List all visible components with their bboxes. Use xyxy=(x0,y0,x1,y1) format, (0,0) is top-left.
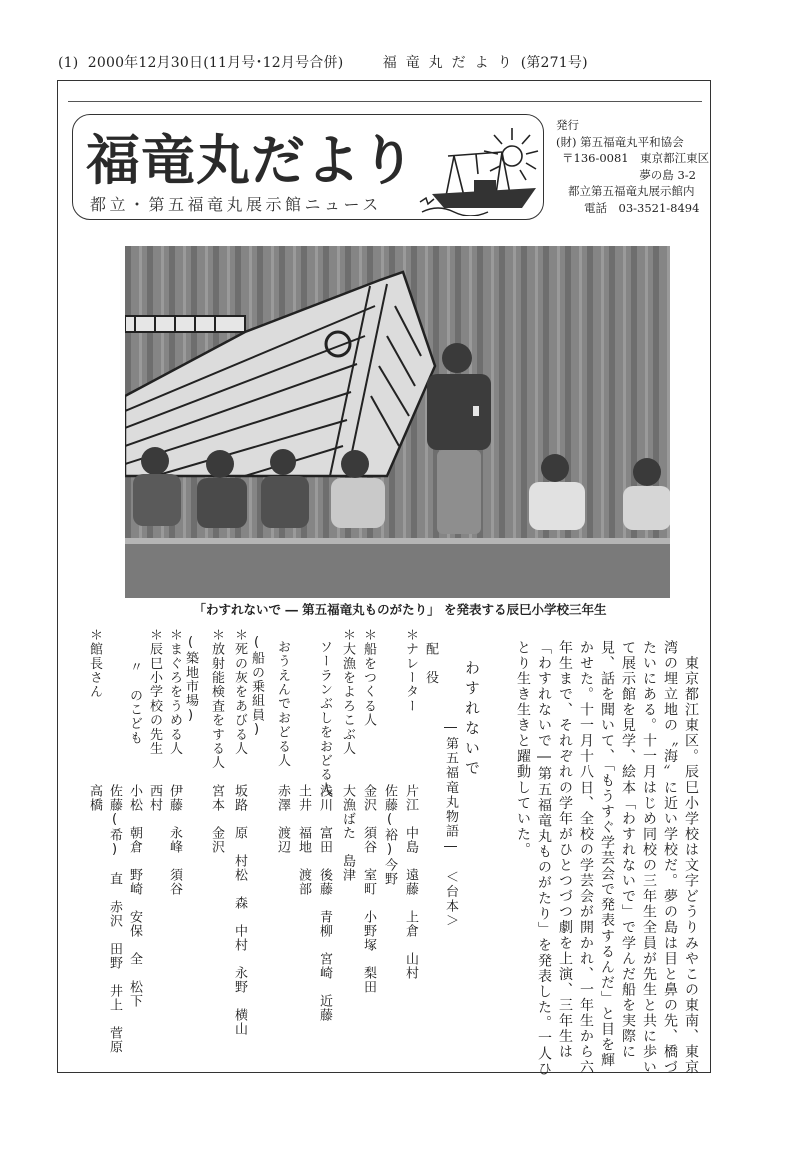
article-line: 「わすれないで―第五福竜丸ものがたり」を発表した。一人ひ xyxy=(536,640,552,1078)
cast-heading: 配 役 xyxy=(423,642,438,685)
cast-names: 西村 xyxy=(147,784,162,812)
issue-date: 2000年12月30日(11月号･12月号合併) xyxy=(87,55,344,71)
role-label: ＊辰巳小学校の先生 xyxy=(147,628,162,756)
article-line: かせた。十一月十八日、全校の学芸会が開かれ、一年生から六 xyxy=(578,640,594,1076)
role-label: ソーランぶしをおどる人 xyxy=(317,640,332,797)
role-label: ＊ナレーター xyxy=(403,628,418,714)
article-line: たいにある。十一月はじめ同校の三年生全員が先生と共に歩い xyxy=(641,640,657,1076)
cast-names: 伊藤 永峰 須谷 xyxy=(167,784,182,896)
cast-names: 宮本 金沢 xyxy=(209,784,224,854)
masthead-subtitle: 都立・第五福竜丸展示館ニュース xyxy=(90,195,382,214)
role-label: おうえんでおどる人 xyxy=(275,640,290,768)
article-line: 年生まで、それぞれの学年がひとつづつ劇を上演、三年生は xyxy=(557,640,573,1060)
stage-photo-image xyxy=(125,246,670,598)
role-label: ＊大漁をよろこぶ人 xyxy=(340,628,355,756)
folio-line xyxy=(58,52,588,72)
publisher-address: 〒136-0081 東京都江東区 xyxy=(562,151,710,165)
cast-names: 坂路 原 村松 森 中村 永野 横山 xyxy=(232,784,247,1036)
article-line: 見、話を聞いて、「もうすぐ学芸会で発表するんだ」と目を輝 xyxy=(599,640,615,1069)
role-label: (船の乗組員) xyxy=(249,635,264,739)
photo-caption: 「わすれないで ― 第五福竜丸ものがたり」 を発表する辰巳小学校三年生 xyxy=(193,602,607,617)
publisher-address-2: 夢の島 3-2 xyxy=(639,167,696,182)
role-label: ＊放射能検査をする人 xyxy=(209,628,224,770)
publisher-info xyxy=(556,117,710,216)
publisher-label: 発行 xyxy=(556,118,579,132)
role-label: 〃 のこども xyxy=(127,660,142,746)
cast-names: 高橋 xyxy=(87,784,102,812)
cast-names: 片江 中島 遠藤 上倉 山村 xyxy=(403,784,418,980)
boat-and-sun-icon xyxy=(418,116,548,216)
masthead-title: 福竜丸だより xyxy=(86,128,416,192)
role-label: ＊船をつくる人 xyxy=(361,628,376,728)
cast-names: 小松 朝倉 野崎 安保 全 松下 xyxy=(127,784,142,1008)
article-line: 東京都江東区。辰巳小学校は文字どうりみやこの東南、東京 xyxy=(683,640,699,1076)
publisher-phone: 電話 03-3521-8494 xyxy=(584,200,700,215)
cast-names: 佐藤(裕)今野 xyxy=(382,784,397,886)
stage-photo xyxy=(125,246,670,598)
role-label: ＊死の灰をあびる人 xyxy=(232,628,247,756)
publisher-address-3: 都立第五福竜丸展示館内 xyxy=(568,184,695,198)
article-line: とり生き生きと躍動していた。 xyxy=(515,640,531,858)
role-label: (築地市場) xyxy=(183,635,198,725)
article-line: 湾の埋立地の〝海〟に近い学校だ。夢の島は目と鼻の先、橋づ xyxy=(662,640,678,1076)
top-rule xyxy=(68,101,702,102)
cast-names: 佐藤(希) 直 赤沢 田野 井上 菅原 xyxy=(107,784,122,1054)
cast-names: 大漁ばた 島津 xyxy=(340,784,355,882)
role-label: ＊まぐろをうめる人 xyxy=(167,628,182,756)
cast-names: 金沢 須谷 室町 小野塚 梨田 xyxy=(361,784,376,994)
page-number: (1) xyxy=(58,55,79,71)
cast-names: 浅川 富田 後藤 青柳 宮崎 近藤 xyxy=(317,784,332,1022)
paper-name: 福竜丸だより xyxy=(382,55,521,71)
role-label: ＊館長さん xyxy=(87,628,102,699)
article-line: て展示館を見学、絵本「わすれないで」で学んだ船を実際に xyxy=(620,640,636,1060)
cast-names: 土井 福地 渡部 xyxy=(296,784,311,896)
script-title: わすれないで xyxy=(463,660,481,780)
issue-number: (第271号) xyxy=(520,55,588,71)
publisher-organization: (財) 第五福竜丸平和協会 xyxy=(556,134,684,149)
script-subtitle: ―第五福竜丸物語― ＜台本＞ xyxy=(443,720,458,929)
cast-names: 赤澤 渡辺 xyxy=(275,784,290,854)
